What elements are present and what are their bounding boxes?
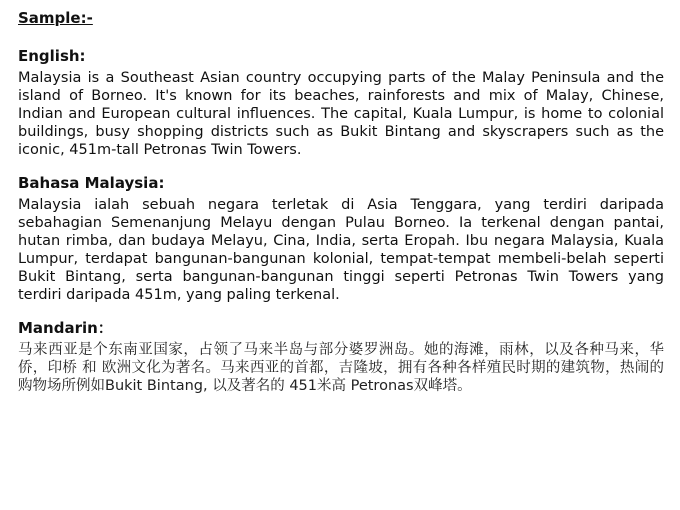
- section-heading-malay: Bahasa Malaysia:: [18, 174, 165, 192]
- document-body: [18, 8, 664, 395]
- section-text-english: Malaysia is a Southeast Asian country occupying parts of the Malay Peninsula and the island of Borneo. It's known for its beaches, rainforests and mix of Malay, Chinese, Indian and European cultural influences. The capital, Kuala Lumpur, is home to colonial buildings, busy shopping districts such as Bukit Bintang and skyscrapers such as the iconic, 451m-tall Petronas Twin Towers.: [18, 70, 664, 158]
- sample-title: Sample:-: [18, 9, 93, 27]
- section-text-mandarin: 马来西亚是个东南亚国家，占领了马来半岛与部分婆罗洲岛。她的海滩，雨林，以及各种马来，华侨，印桥 和 欧洲文化为著名。马来西亚的首都，吉隆坡，拥有各种各样殖民时期的建筑物，热闹的购物场所例如Bukit Bintang, 以及著名的 451米高 Petronas双峰塔。: [18, 342, 664, 394]
- section-heading-mandarin: Mandarin：: [18, 319, 113, 337]
- section-text-malay: Malaysia ialah sebuah negara terletak di Asia Tenggara, yang terdiri daripada sebahagian Semenanjung Melayu dengan Pulau Borneo. Ia terkenal dengan pantai, hutan rimba, dan budaya Melayu, Cina, India, serta Eropah. Ibu negara Malaysia, Kuala Lumpur, terdapat bangunan-bangunan kolonial, tempat-tempat membeli-belah seperti Bukit Bintang, serta bangunan-bangunan tinggi seperti Petronas Twin Towers yang terdiri daripada 451m, yang paling terkenal.: [18, 197, 664, 303]
- section-heading-english: English:: [18, 47, 86, 65]
